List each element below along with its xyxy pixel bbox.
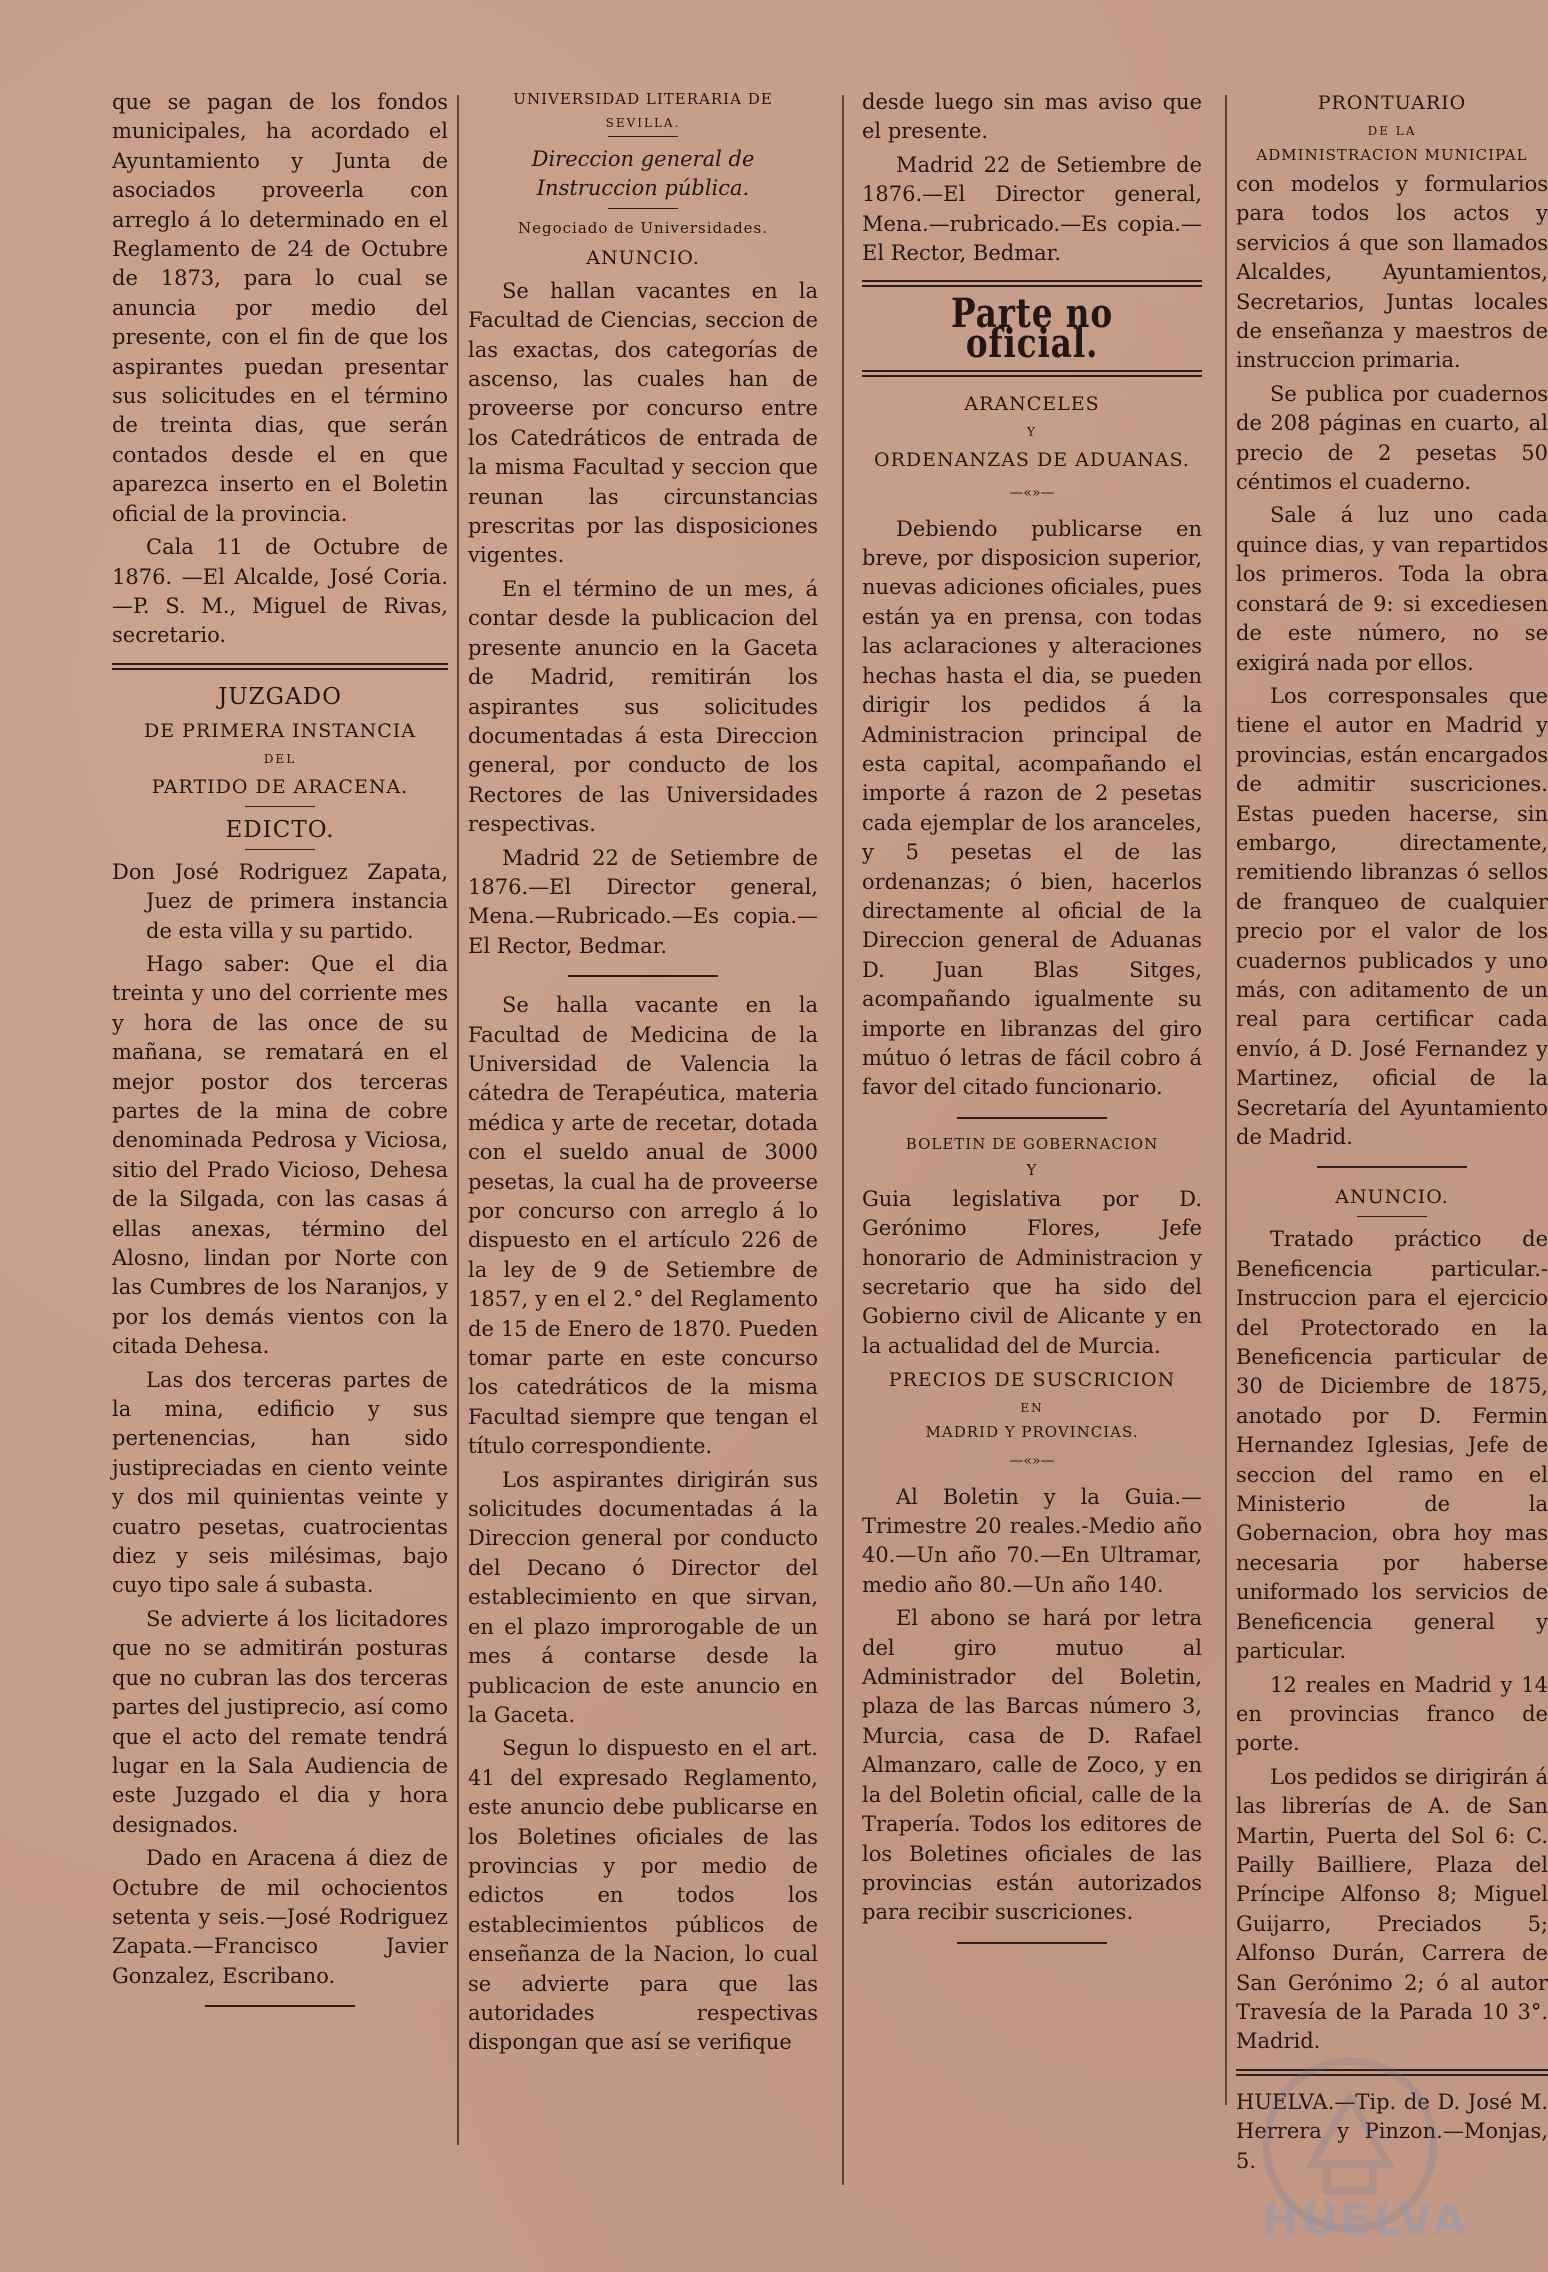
notice-paragraph: 12 reales en Madrid y 14 en provincias franco de porte. (1236, 1672, 1548, 1756)
column-2 (468, 88, 818, 2062)
ornament: —«»— (1009, 485, 1055, 502)
end-rule (205, 2005, 355, 2007)
end-rule (957, 1942, 1107, 1944)
notice-paragraph: Los aspirantes dirigirán sus solicitudes documentadas á la Direccion general por conducto del Decano ó Director del establecimiento en que sirvan, en el plazo improrogable de un mes á contarse desde la publicacion de este anuncio en la Gaceta. (468, 1467, 818, 1727)
heading-aranceles: ARANCELES (964, 393, 1100, 416)
heading-del: DEL (263, 751, 297, 766)
notice-paragraph: Debiendo publicarse en breve, por disposicion superior, nuevas adiciones oficiales, pues están ya en prensa, con todas las aclaraciones y alteraciones hechas hasta el dia, se pueden dirigir los pedidos á la Administracion principal de esta capital, acompañando el importe á razon de 2 pesetas cada ejemplar de los aranceles, y 5 pesetas el de las ordenanzas; ó bien, hacerlos directamente al oficial de la Direccion general de Aduanas D. Juan Blas Sitges, acompañando igualmente su importe en libranzas del giro mútuo ó letras de fácil cobro á favor del citado funcionario. (862, 516, 1202, 1100)
heading-instancia: DE PRIMERA INSTANCIA (143, 719, 417, 742)
notice-continuation: desde luego sin mas aviso que el presente. (862, 90, 1202, 144)
section-title: Parte no oficial. (950, 290, 1114, 367)
notice-paragraph: Tratado práctico de Beneficencia particular.-Instruccion para el ejercicio del Protectorado en la Beneficencia particular de 30 de Diciembre de 1875, anotado por D. Fermin Hernandez Iglesias, Jefe de seccion del ramo en el Ministerio de la Gobernacion, obra hoy mas necesaria por haberse uniformado los servicios de Beneficencia general y particular. (1236, 1227, 1548, 1664)
edict-author: Don José Rodriguez Zapata, Juez de primera instancia de esta villa y su partido. (112, 859, 448, 943)
section-divider (862, 280, 1202, 287)
heading-negociado: Negociado de Universidades. (517, 218, 769, 237)
column-3 (862, 88, 1202, 1958)
heading-edicto: EDICTO. (225, 816, 335, 843)
edict-paragraph: Las dos terceras partes de la mina, edificio y sus pertenencias, han sido justipreciadas en ciento veinte y dos mil quinientas veinte y cuatro pesetas, cuatrocientas diez y seis milésimas, bajo cuyo tipo sale á subasta. (112, 1367, 448, 1598)
ornament: —«»— (1009, 1453, 1055, 1470)
heading-juzgado: JUZGADO (218, 683, 342, 710)
heading-anuncio: ANUNCIO. (1335, 1186, 1449, 1209)
notice-paragraph: Los pedidos se dirigirán á las librerías de A. de San Martin, Puerta del Sol 6: C. Pailly Bailliere, Plaza del Príncipe Alfonso 8; Miguel Guijarro, Preciados 5; Alfonso Durán, Carrera de San Gerónimo 2; ó al autor Travesía de la Parada 10 3°. Madrid. (1236, 1764, 1548, 2054)
column-rule (842, 95, 844, 2185)
heading-administracion: ADMINISTRACION MUNICIPAL (1256, 146, 1528, 164)
notice-paragraph: El abono se hará por letra del giro mutuo al Administrador del Boletin, plaza de las Barcas número 3, Murcia, casa de D. Rafael Almanzaro, calle de Zoco, y en la del Boletin oficial, calle de la Trapería. Todos los editores de los Boletines oficiales de las provincias están autorizados para recibir suscriciones. (862, 1606, 1202, 1925)
column-1 (112, 88, 448, 2021)
heading-direccion: Direccion general de Instruccion pública. (531, 147, 755, 201)
heading-sevilla: SEVILLA. (605, 116, 681, 130)
column-rule (457, 95, 459, 2145)
notice-paragraph: Los corresponsales que tiene el autor en Madrid y provincias, están encargados de admitir suscriciones. Estas pueden hacerse, sin embargo, directamente, remitiendo libranzas ó sellos de franqueo de cualquier precio por el valor de los cuadernos publicados y uno más, con aditamento de un real para certificar cada envío, á D. José Fernandez y Martinez, oficial de la Secretaría del Ayuntamiento de Madrid. (1236, 683, 1548, 1149)
section-rule (957, 1117, 1107, 1119)
heading-de-la: DE LA (1367, 124, 1417, 138)
column-rule (1225, 95, 1227, 2105)
notice-signature: Madrid 22 de Setiembre de 1876.—El Director general, Mena.—Rubricado.—Es copia.—El Rector, Bedmar. (468, 845, 818, 958)
column-4 (1236, 88, 1548, 2180)
notice-paragraph: Se halla vacante en la Facultad de Medicina de la Universidad de Valencia la cátedra de Terapéutica, materia médica y arte de recetar, dotada con el sueldo anual de 3000 pesetas, la cual ha de proveerse por concurso con arreglo á lo dispuesto en el artículo 226 de la ley de 9 de Setiembre de 1857, y en el 2.° del Reglamento de 15 de Enero de 1870. Pueden tomar parte en este concurso los catedráticos de la misma Facultad siempre que tengan el título correspondiente. (468, 993, 818, 1459)
section-rule (1317, 1166, 1467, 1168)
edict-paragraph: Hago saber: Que el dia treinta y uno del corriente mes y hora de las once de su mañana, se rematará en el mejor postor dos terceras partes de la mina de cobre denominada Pedrosa y Viciosa, sitio del Prado Vicioso, Dehesa de la Silgada, con las casas á ellas anexas, término del Alosno, lindan por Norte con las Cumbres de los Naranjos, y por los demás vientos con la citada Dehesa. (112, 951, 448, 1359)
edict-paragraph: Se advierte á los licitadores que no se admitirán posturas que no cubran las dos terceras partes del justiprecio, así como que el acto del remate tendrá lugar en la Sala Audiencia de este Juzgado el dia y hora designados. (112, 1606, 448, 1837)
edict-signature: Dado en Aracena á diez de Octubre de mil ochocientos setenta y seis.—José Rodriguez Zapata.—Francisco Javier Gonzalez, Escribano. (112, 1846, 448, 1988)
archive-watermark: HUELVA (1262, 2195, 1470, 2246)
notice-paragraph: En el término de un mes, á contar desde la publicacion del presente anuncio en la Gaceta de Madrid, remitirán los aspirantes sus solicitudes documentadas á esta Direccion general, por conducto de los Rectores de las Universidades respectivas. (468, 576, 818, 837)
printer-imprint: HUELVA.—Tip. de D. José M. Herrera y Pinzon.—Monjas, 5. (1236, 2089, 1548, 2173)
notice-paragraph: Se publica por cuadernos de 208 páginas en cuarto, al precio de 2 pesetas 50 céntimos el cuaderno. (1236, 381, 1548, 495)
heading-precios: PRECIOS DE SUSCRICION (888, 1369, 1176, 1392)
notice-paragraph: con modelos y formularios para todos los actos y servicios á que son llamados Alcaldes, Ayuntamientos, Secretarios, Juntas locales de enseñanza y maestros de instruccion primaria. (1236, 172, 1548, 373)
heading-anuncio: ANUNCIO. (586, 246, 700, 269)
heading-universidad: UNIVERSIDAD LITERARIA DE (513, 90, 773, 108)
notice-paragraph: Se hallan vacantes en la Facultad de Ciencias, seccion de las exactas, dos categorías de ascenso, las cuales han de proveerse por concurso entre los Catedráticos de entrada de la misma Facultad y seccion que reunan las circunstancias prescritas por las disposiciones vigentes. (468, 278, 818, 568)
heading-madrid: MADRID Y PROVINCIAS. (925, 1423, 1139, 1442)
notice-signature: Madrid 22 de Setiembre de 1876.—El Director general, Mena.—rubricado.—Es copia.—El Rector, Bedmar. (862, 152, 1202, 266)
heading-partido: PARTIDO DE ARACENA. (151, 775, 409, 798)
notice-paragraph: Segun lo dispuesto en el art. 41 del expresado Reglamento, este anuncio debe publicarse en los Boletines oficiales de las provincias y por medio de edictos en todos los establecimientos públicos de enseñanza de la Nacion, lo cual se advierte para que las autoridades respectivas dispongan que así se verifique (468, 1736, 818, 2055)
heading-en: EN (1020, 1401, 1044, 1416)
notice-paragraph: Sale á luz uno cada quince dias, y van repartidos los primeros. Toda la obra constará de 9: si excediesen de este número, no se exigirá nada por ellos. (1236, 503, 1548, 675)
section-divider (862, 370, 1202, 377)
notice-paragraph: Al Boletin y la Guia.—Trimestre 20 reales.-Medio año 40.—Un año 70.—En Ultramar, medio año 80.—Un año 140. (862, 1484, 1202, 1597)
notice-continuation: que se pagan de los fondos municipales, ha acordado el Ayuntamiento y Junta de asociados proveerla con arreglo á lo determinado en el Reglamento de 24 de Octubre de 1873, para lo cual se anuncia por medio del presente, con el fin de que los aspirantes puedan presentar sus solicitudes en el término de treinta dias, que serán contados desde el en que aparezca inserto en el Boletin oficial de la provincia. (112, 90, 448, 526)
heading-ordenanzas: ORDENANZAS DE ADUANAS. (874, 449, 1190, 472)
heading-boletin: BOLETIN DE GOBERNACION (905, 1134, 1159, 1153)
heading-prontuario: PRONTUARIO (1317, 92, 1467, 114)
section-rule (568, 975, 718, 977)
heading-y: Y (1026, 1160, 1038, 1179)
notice-signature: Cala 11 de Octubre de 1876. —El Alcalde, José Coria.—P. S. M., Miguel de Rivas, secretario. (112, 535, 448, 648)
heading-y: Y (1027, 425, 1037, 440)
notice-paragraph: Guia legislativa por D. Gerónimo Flores, Jefe honorario de Administracion y secretario que ha sido del Gobierno civil de Alicante y en la actualidad del de Murcia. (862, 1186, 1202, 1358)
section-divider (112, 663, 448, 670)
